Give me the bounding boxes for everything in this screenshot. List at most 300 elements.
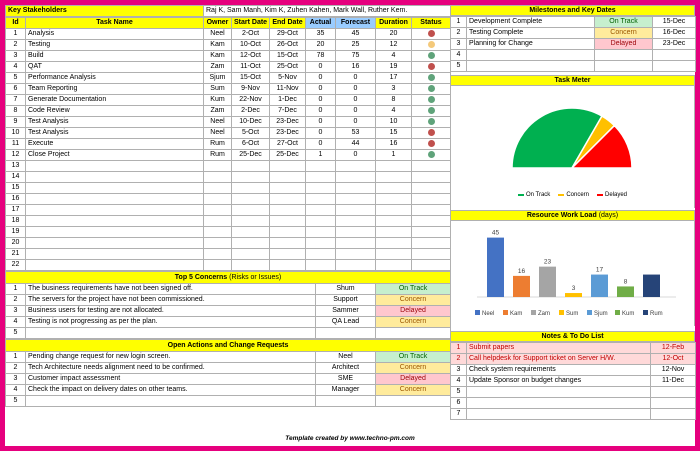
task-cell-forecast[interactable]: [336, 161, 376, 172]
task-cell-owner[interactable]: [204, 227, 232, 238]
task-cell-duration[interactable]: 8: [376, 95, 412, 106]
item-owner[interactable]: Sammer: [316, 306, 376, 317]
task-cell-owner[interactable]: [204, 205, 232, 216]
status-badge[interactable]: Concern: [376, 385, 451, 396]
list-item[interactable]: [6, 352, 451, 363]
task-cell-duration[interactable]: [376, 227, 412, 238]
task-cell-name[interactable]: Execute: [26, 139, 204, 150]
note-date[interactable]: 12-Feb: [651, 343, 696, 354]
table-row[interactable]: [6, 238, 451, 249]
status-badge[interactable]: Delayed: [376, 374, 451, 385]
task-cell-duration[interactable]: 4: [376, 106, 412, 117]
task-cell-actual[interactable]: [306, 183, 336, 194]
task-cell-actual[interactable]: 0: [306, 117, 336, 128]
task-cell-owner[interactable]: [204, 260, 232, 271]
task-cell-duration[interactable]: 10: [376, 117, 412, 128]
table-row[interactable]: [6, 128, 451, 139]
status-badge[interactable]: [595, 50, 653, 61]
workload-chart: [450, 221, 695, 326]
task-cell-start[interactable]: 25-Dec: [232, 150, 270, 161]
task-cell-actual[interactable]: [306, 216, 336, 227]
task-col-header[interactable]: Forecast: [336, 18, 376, 29]
list-item[interactable]: [6, 396, 451, 407]
stakeholders-value[interactable]: Raj K, Sam Manh, Kim K, Zuhen Kahen, Mark Wall, Ruther Kem.: [204, 6, 451, 17]
task-cell-name[interactable]: Test Analysis: [26, 117, 204, 128]
task-cell-name[interactable]: [26, 260, 204, 271]
table-row[interactable]: [6, 106, 451, 117]
table-row[interactable]: [6, 29, 451, 40]
table-row[interactable]: [6, 260, 451, 271]
task-cell-id[interactable]: 10: [6, 128, 26, 139]
note-text[interactable]: [467, 398, 651, 409]
task-cell-forecast[interactable]: [336, 260, 376, 271]
task-cell-duration[interactable]: 4: [376, 51, 412, 62]
task-cell-duration[interactable]: [376, 183, 412, 194]
task-cell-start[interactable]: [232, 172, 270, 183]
task-cell-forecast[interactable]: [336, 216, 376, 227]
note-text[interactable]: Submit papers: [467, 343, 651, 354]
task-cell-forecast[interactable]: 0: [336, 106, 376, 117]
table-row[interactable]: [6, 172, 451, 183]
milestone-name[interactable]: Planning for Change: [467, 39, 595, 50]
task-cell-owner[interactable]: [204, 172, 232, 183]
note-text[interactable]: Call helpdesk for Support ticket on Server H/W.: [467, 354, 651, 365]
note-date[interactable]: 12-Oct: [651, 354, 696, 365]
task-cell-duration[interactable]: 16: [376, 139, 412, 150]
task-cell-end[interactable]: 5-Nov: [270, 73, 306, 84]
task-cell-forecast[interactable]: 45: [336, 29, 376, 40]
task-cell-status: [412, 128, 451, 139]
note-text[interactable]: [467, 387, 651, 398]
task-cell-end[interactable]: 15-Oct: [270, 51, 306, 62]
task-cell-actual[interactable]: 0: [306, 62, 336, 73]
task-cell-start[interactable]: 6-Oct: [232, 139, 270, 150]
task-cell-start[interactable]: 15-Oct: [232, 73, 270, 84]
task-cell-id[interactable]: 20: [6, 238, 26, 249]
task-cell-actual[interactable]: 0: [306, 95, 336, 106]
task-cell-start[interactable]: 10-Dec: [232, 117, 270, 128]
item-owner[interactable]: Manager: [316, 385, 376, 396]
task-cell-actual[interactable]: [306, 161, 336, 172]
status-badge[interactable]: Concern: [595, 28, 653, 39]
task-cell-start[interactable]: [232, 216, 270, 227]
status-badge[interactable]: Concern: [376, 317, 451, 328]
task-cell-duration[interactable]: [376, 205, 412, 216]
task-cell-actual[interactable]: 0: [306, 84, 336, 95]
note-row[interactable]: [451, 376, 696, 387]
task-cell-id[interactable]: 13: [6, 161, 26, 172]
item-text[interactable]: [26, 328, 316, 339]
concerns-title-text: Top 5 Concerns: [174, 273, 228, 281]
task-cell-forecast[interactable]: 53: [336, 128, 376, 139]
task-cell-name[interactable]: [26, 194, 204, 205]
task-cell-duration[interactable]: [376, 216, 412, 227]
task-cell-forecast[interactable]: 0: [336, 95, 376, 106]
task-cell-end[interactable]: [270, 161, 306, 172]
task-cell-actual[interactable]: 0: [306, 73, 336, 84]
task-cell-duration[interactable]: 1: [376, 150, 412, 161]
task-cell-owner[interactable]: Zam: [204, 62, 232, 73]
milestone-date[interactable]: 23-Dec: [653, 39, 696, 50]
task-cell-duration[interactable]: [376, 238, 412, 249]
task-cell-forecast[interactable]: [336, 249, 376, 260]
task-cell-owner[interactable]: [204, 238, 232, 249]
task-cell-end[interactable]: 1-Dec: [270, 95, 306, 106]
task-cell-owner[interactable]: Sjum: [204, 73, 232, 84]
task-cell-id[interactable]: 5: [6, 73, 26, 84]
task-cell-forecast[interactable]: 25: [336, 40, 376, 51]
note-text[interactable]: [467, 409, 651, 420]
note-date[interactable]: 11-Dec: [651, 376, 696, 387]
task-cell-duration[interactable]: 15: [376, 128, 412, 139]
list-item[interactable]: [6, 374, 451, 385]
note-date[interactable]: [651, 387, 696, 398]
table-row[interactable]: [6, 73, 451, 84]
status-badge[interactable]: [376, 396, 451, 407]
task-cell-start[interactable]: [232, 227, 270, 238]
task-col-header[interactable]: Task Name: [26, 18, 204, 29]
task-cell-owner[interactable]: Kum: [204, 95, 232, 106]
task-cell-start[interactable]: [232, 161, 270, 172]
task-cell-start[interactable]: 22-Nov: [232, 95, 270, 106]
task-col-header[interactable]: End Date: [270, 18, 306, 29]
milestone-date[interactable]: [653, 61, 696, 72]
status-badge[interactable]: Concern: [376, 295, 451, 306]
task-cell-start[interactable]: 12-Oct: [232, 51, 270, 62]
task-cell-id[interactable]: 8: [6, 106, 26, 117]
task-cell-actual[interactable]: 78: [306, 51, 336, 62]
task-cell-actual[interactable]: [306, 249, 336, 260]
milestone-row[interactable]: [451, 39, 696, 50]
task-cell-end[interactable]: [270, 172, 306, 183]
task-cell-forecast[interactable]: [336, 205, 376, 216]
note-date[interactable]: 12-Nov: [651, 365, 696, 376]
status-badge[interactable]: [595, 61, 653, 72]
table-row[interactable]: [6, 117, 451, 128]
task-cell-status: [412, 51, 451, 62]
item-owner[interactable]: Neel: [316, 352, 376, 363]
task-cell-name[interactable]: Test Analysis: [26, 128, 204, 139]
task-cell-duration[interactable]: [376, 260, 412, 271]
task-cell-name[interactable]: Performance Analysis: [26, 73, 204, 84]
bar-zam: [539, 267, 556, 297]
task-cell-name[interactable]: [26, 205, 204, 216]
milestone-name[interactable]: [467, 61, 595, 72]
table-row[interactable]: [6, 227, 451, 238]
task-cell-start[interactable]: 2-Dec: [232, 106, 270, 117]
task-cell-end[interactable]: 25-Oct: [270, 62, 306, 73]
note-row[interactable]: [451, 365, 696, 376]
task-cell-owner[interactable]: Rum: [204, 139, 232, 150]
task-cell-duration[interactable]: [376, 249, 412, 260]
task-cell-end[interactable]: 23-Dec: [270, 117, 306, 128]
task-cell-forecast[interactable]: [336, 238, 376, 249]
note-date[interactable]: [651, 398, 696, 409]
item-owner[interactable]: Architect: [316, 363, 376, 374]
task-cell-end[interactable]: 23-Dec: [270, 128, 306, 139]
milestone-id: 3: [451, 39, 467, 50]
milestone-date[interactable]: 16-Dec: [653, 28, 696, 39]
task-cell-start[interactable]: [232, 205, 270, 216]
task-cell-name[interactable]: [26, 183, 204, 194]
task-cell-owner[interactable]: [204, 161, 232, 172]
task-cell-forecast[interactable]: [336, 183, 376, 194]
note-row[interactable]: [451, 409, 696, 420]
item-owner[interactable]: Shum: [316, 284, 376, 295]
task-cell-id[interactable]: 14: [6, 172, 26, 183]
milestone-name[interactable]: Testing Complete: [467, 28, 595, 39]
task-cell-name[interactable]: [26, 238, 204, 249]
table-row[interactable]: [6, 161, 451, 172]
task-cell-id[interactable]: 2: [6, 40, 26, 51]
milestone-row[interactable]: [451, 61, 696, 72]
task-cell-name[interactable]: Generate Documentation: [26, 95, 204, 106]
table-row[interactable]: [6, 194, 451, 205]
task-cell-name[interactable]: QAT: [26, 62, 204, 73]
task-col-header[interactable]: Duration: [376, 18, 412, 29]
task-cell-forecast[interactable]: 75: [336, 51, 376, 62]
task-cell-end[interactable]: 11-Nov: [270, 84, 306, 95]
task-cell-name[interactable]: Team Reporting: [26, 84, 204, 95]
task-col-header[interactable]: Id: [6, 18, 26, 29]
task-cell-start[interactable]: [232, 260, 270, 271]
task-cell-actual[interactable]: 1: [306, 150, 336, 161]
task-col-header[interactable]: Start Date: [232, 18, 270, 29]
list-item[interactable]: [6, 385, 451, 396]
item-text[interactable]: Business users for testing are not allocated.: [26, 306, 316, 317]
task-cell-owner[interactable]: Neel: [204, 128, 232, 139]
item-owner[interactable]: [316, 328, 376, 339]
task-col-header[interactable]: Owner: [204, 18, 232, 29]
milestone-date[interactable]: 15-Dec: [653, 17, 696, 28]
task-cell-end[interactable]: [270, 260, 306, 271]
task-cell-duration[interactable]: 19: [376, 62, 412, 73]
task-cell-duration[interactable]: 12: [376, 40, 412, 51]
milestone-id: 2: [451, 28, 467, 39]
list-item[interactable]: [6, 284, 451, 295]
task-cell-end[interactable]: 26-Oct: [270, 40, 306, 51]
task-cell-name[interactable]: [26, 249, 204, 260]
table-row[interactable]: [6, 150, 451, 161]
task-cell-id[interactable]: 3: [6, 51, 26, 62]
milestone-row[interactable]: [451, 28, 696, 39]
task-cell-end[interactable]: [270, 249, 306, 260]
task-cell-id[interactable]: 11: [6, 139, 26, 150]
task-cell-end[interactable]: 29-Oct: [270, 29, 306, 40]
item-owner[interactable]: Support: [316, 295, 376, 306]
task-cell-end[interactable]: [270, 227, 306, 238]
table-row[interactable]: [6, 249, 451, 260]
task-cell-start[interactable]: 10-Oct: [232, 40, 270, 51]
right-column: [450, 5, 696, 420]
task-cell-id[interactable]: 18: [6, 216, 26, 227]
task-cell-forecast[interactable]: [336, 227, 376, 238]
note-row[interactable]: [451, 398, 696, 409]
milestone-row[interactable]: [451, 50, 696, 61]
task-cell-name[interactable]: Build: [26, 51, 204, 62]
item-text[interactable]: [26, 396, 316, 407]
task-cell-actual[interactable]: 0: [306, 139, 336, 150]
list-item[interactable]: [6, 328, 451, 339]
task-cell-owner[interactable]: Sum: [204, 84, 232, 95]
task-cell-end[interactable]: 25-Dec: [270, 150, 306, 161]
table-row[interactable]: [6, 40, 451, 51]
task-cell-start[interactable]: 9-Nov: [232, 84, 270, 95]
task-cell-actual[interactable]: [306, 172, 336, 183]
table-row[interactable]: [6, 84, 451, 95]
task-cell-id[interactable]: 12: [6, 150, 26, 161]
item-owner[interactable]: SME: [316, 374, 376, 385]
task-col-header[interactable]: Status: [412, 18, 451, 29]
item-text[interactable]: Tech Architecture needs alignment need to be confirmed.: [26, 363, 316, 374]
task-cell-id[interactable]: 9: [6, 117, 26, 128]
task-cell-actual[interactable]: [306, 238, 336, 249]
task-cell-name[interactable]: [26, 161, 204, 172]
note-text[interactable]: Update Sponsor on budget changes: [467, 376, 651, 387]
task-cell-id[interactable]: 17: [6, 205, 26, 216]
task-cell-actual[interactable]: 0: [306, 106, 336, 117]
task-cell-forecast[interactable]: 0: [336, 117, 376, 128]
task-cell-start[interactable]: [232, 183, 270, 194]
task-cell-end[interactable]: [270, 194, 306, 205]
task-cell-name[interactable]: [26, 172, 204, 183]
item-text[interactable]: Check the impact on delivery dates on other teams.: [26, 385, 316, 396]
table-row[interactable]: [6, 205, 451, 216]
task-cell-start[interactable]: 5-Oct: [232, 128, 270, 139]
milestone-id: 4: [451, 50, 467, 61]
task-cell-end[interactable]: 27-Oct: [270, 139, 306, 150]
task-cell-id[interactable]: 7: [6, 95, 26, 106]
task-cell-owner[interactable]: [204, 194, 232, 205]
milestone-row[interactable]: [451, 17, 696, 28]
list-item[interactable]: [6, 306, 451, 317]
task-cell-actual[interactable]: 20: [306, 40, 336, 51]
task-cell-name[interactable]: [26, 216, 204, 227]
task-col-header[interactable]: Actual: [306, 18, 336, 29]
task-cell-actual[interactable]: 35: [306, 29, 336, 40]
task-cell-id[interactable]: 15: [6, 183, 26, 194]
status-badge[interactable]: Delayed: [595, 39, 653, 50]
task-cell-forecast[interactable]: 44: [336, 139, 376, 150]
task-cell-owner[interactable]: Neel: [204, 29, 232, 40]
task-cell-start[interactable]: [232, 238, 270, 249]
status-badge[interactable]: Concern: [376, 363, 451, 374]
task-cell-actual[interactable]: [306, 205, 336, 216]
table-row[interactable]: [6, 183, 451, 194]
task-cell-owner[interactable]: Rum: [204, 150, 232, 161]
task-cell-id[interactable]: 16: [6, 194, 26, 205]
task-cell-start[interactable]: [232, 194, 270, 205]
task-cell-id[interactable]: 21: [6, 249, 26, 260]
milestone-date[interactable]: [653, 50, 696, 61]
note-row[interactable]: [451, 343, 696, 354]
task-cell-owner[interactable]: [204, 249, 232, 260]
task-cell-owner[interactable]: [204, 216, 232, 227]
task-cell-duration[interactable]: [376, 172, 412, 183]
task-cell-id[interactable]: 1: [6, 29, 26, 40]
status-badge[interactable]: [376, 328, 451, 339]
task-cell-id[interactable]: 6: [6, 84, 26, 95]
task-cell-actual[interactable]: [306, 260, 336, 271]
list-item[interactable]: [6, 317, 451, 328]
item-text[interactable]: The servers for the project have not been commissioned.: [26, 295, 316, 306]
status-badge[interactable]: On Track: [595, 17, 653, 28]
task-cell-id[interactable]: 4: [6, 62, 26, 73]
task-cell-duration[interactable]: 20: [376, 29, 412, 40]
table-row[interactable]: [6, 216, 451, 227]
task-cell-start[interactable]: 2-Oct: [232, 29, 270, 40]
task-cell-owner[interactable]: Kam: [204, 51, 232, 62]
task-cell-name[interactable]: Code Review: [26, 106, 204, 117]
task-cell-duration[interactable]: 17: [376, 73, 412, 84]
task-cell-start[interactable]: 11-Oct: [232, 62, 270, 73]
item-owner[interactable]: QA Lead: [316, 317, 376, 328]
task-cell-forecast[interactable]: 16: [336, 62, 376, 73]
task-cell-end[interactable]: [270, 216, 306, 227]
task-cell-actual[interactable]: [306, 227, 336, 238]
task-cell-forecast[interactable]: 0: [336, 73, 376, 84]
task-cell-owner[interactable]: Neel: [204, 117, 232, 128]
milestone-name[interactable]: [467, 50, 595, 61]
status-badge[interactable]: On Track: [376, 284, 451, 295]
note-date[interactable]: [651, 409, 696, 420]
item-text[interactable]: Pending change request for new login screen.: [26, 352, 316, 363]
table-row[interactable]: [6, 51, 451, 62]
task-cell-end[interactable]: [270, 238, 306, 249]
task-cell-forecast[interactable]: [336, 172, 376, 183]
item-id: 3: [6, 306, 26, 317]
task-cell-id[interactable]: 22: [6, 260, 26, 271]
table-row[interactable]: [6, 95, 451, 106]
item-text[interactable]: The business requirements have not been signed off.: [26, 284, 316, 295]
status-badge[interactable]: On Track: [376, 352, 451, 363]
task-cell-forecast[interactable]: [336, 194, 376, 205]
task-cell-name[interactable]: [26, 227, 204, 238]
task-cell-id[interactable]: 19: [6, 227, 26, 238]
task-cell-duration[interactable]: [376, 194, 412, 205]
task-cell-forecast[interactable]: 0: [336, 150, 376, 161]
item-text[interactable]: Customer impact assessment: [26, 374, 316, 385]
note-row[interactable]: [451, 387, 696, 398]
task-cell-duration[interactable]: [376, 161, 412, 172]
item-owner[interactable]: [316, 396, 376, 407]
note-row[interactable]: [451, 354, 696, 365]
task-cell-forecast[interactable]: 0: [336, 84, 376, 95]
task-cell-owner[interactable]: Kam: [204, 40, 232, 51]
table-row[interactable]: [6, 139, 451, 150]
task-cell-name[interactable]: Close Project: [26, 150, 204, 161]
task-cell-actual[interactable]: 0: [306, 128, 336, 139]
milestone-name[interactable]: Development Complete: [467, 17, 595, 28]
item-text[interactable]: Testing is not progressing as per the plan.: [26, 317, 316, 328]
task-cell-owner[interactable]: [204, 183, 232, 194]
task-cell-start[interactable]: [232, 249, 270, 260]
task-cell-name[interactable]: Testing: [26, 40, 204, 51]
task-cell-end[interactable]: 7-Dec: [270, 106, 306, 117]
table-row[interactable]: [6, 62, 451, 73]
item-id: 5: [6, 328, 26, 339]
note-text[interactable]: Check system requirements: [467, 365, 651, 376]
list-item[interactable]: [6, 363, 451, 374]
task-cell-duration[interactable]: 3: [376, 84, 412, 95]
task-cell-owner[interactable]: Zam: [204, 106, 232, 117]
list-item[interactable]: [6, 295, 451, 306]
task-cell-name[interactable]: Analysis: [26, 29, 204, 40]
task-cell-actual[interactable]: [306, 194, 336, 205]
status-badge[interactable]: Delayed: [376, 306, 451, 317]
task-cell-end[interactable]: [270, 183, 306, 194]
task-cell-end[interactable]: [270, 205, 306, 216]
